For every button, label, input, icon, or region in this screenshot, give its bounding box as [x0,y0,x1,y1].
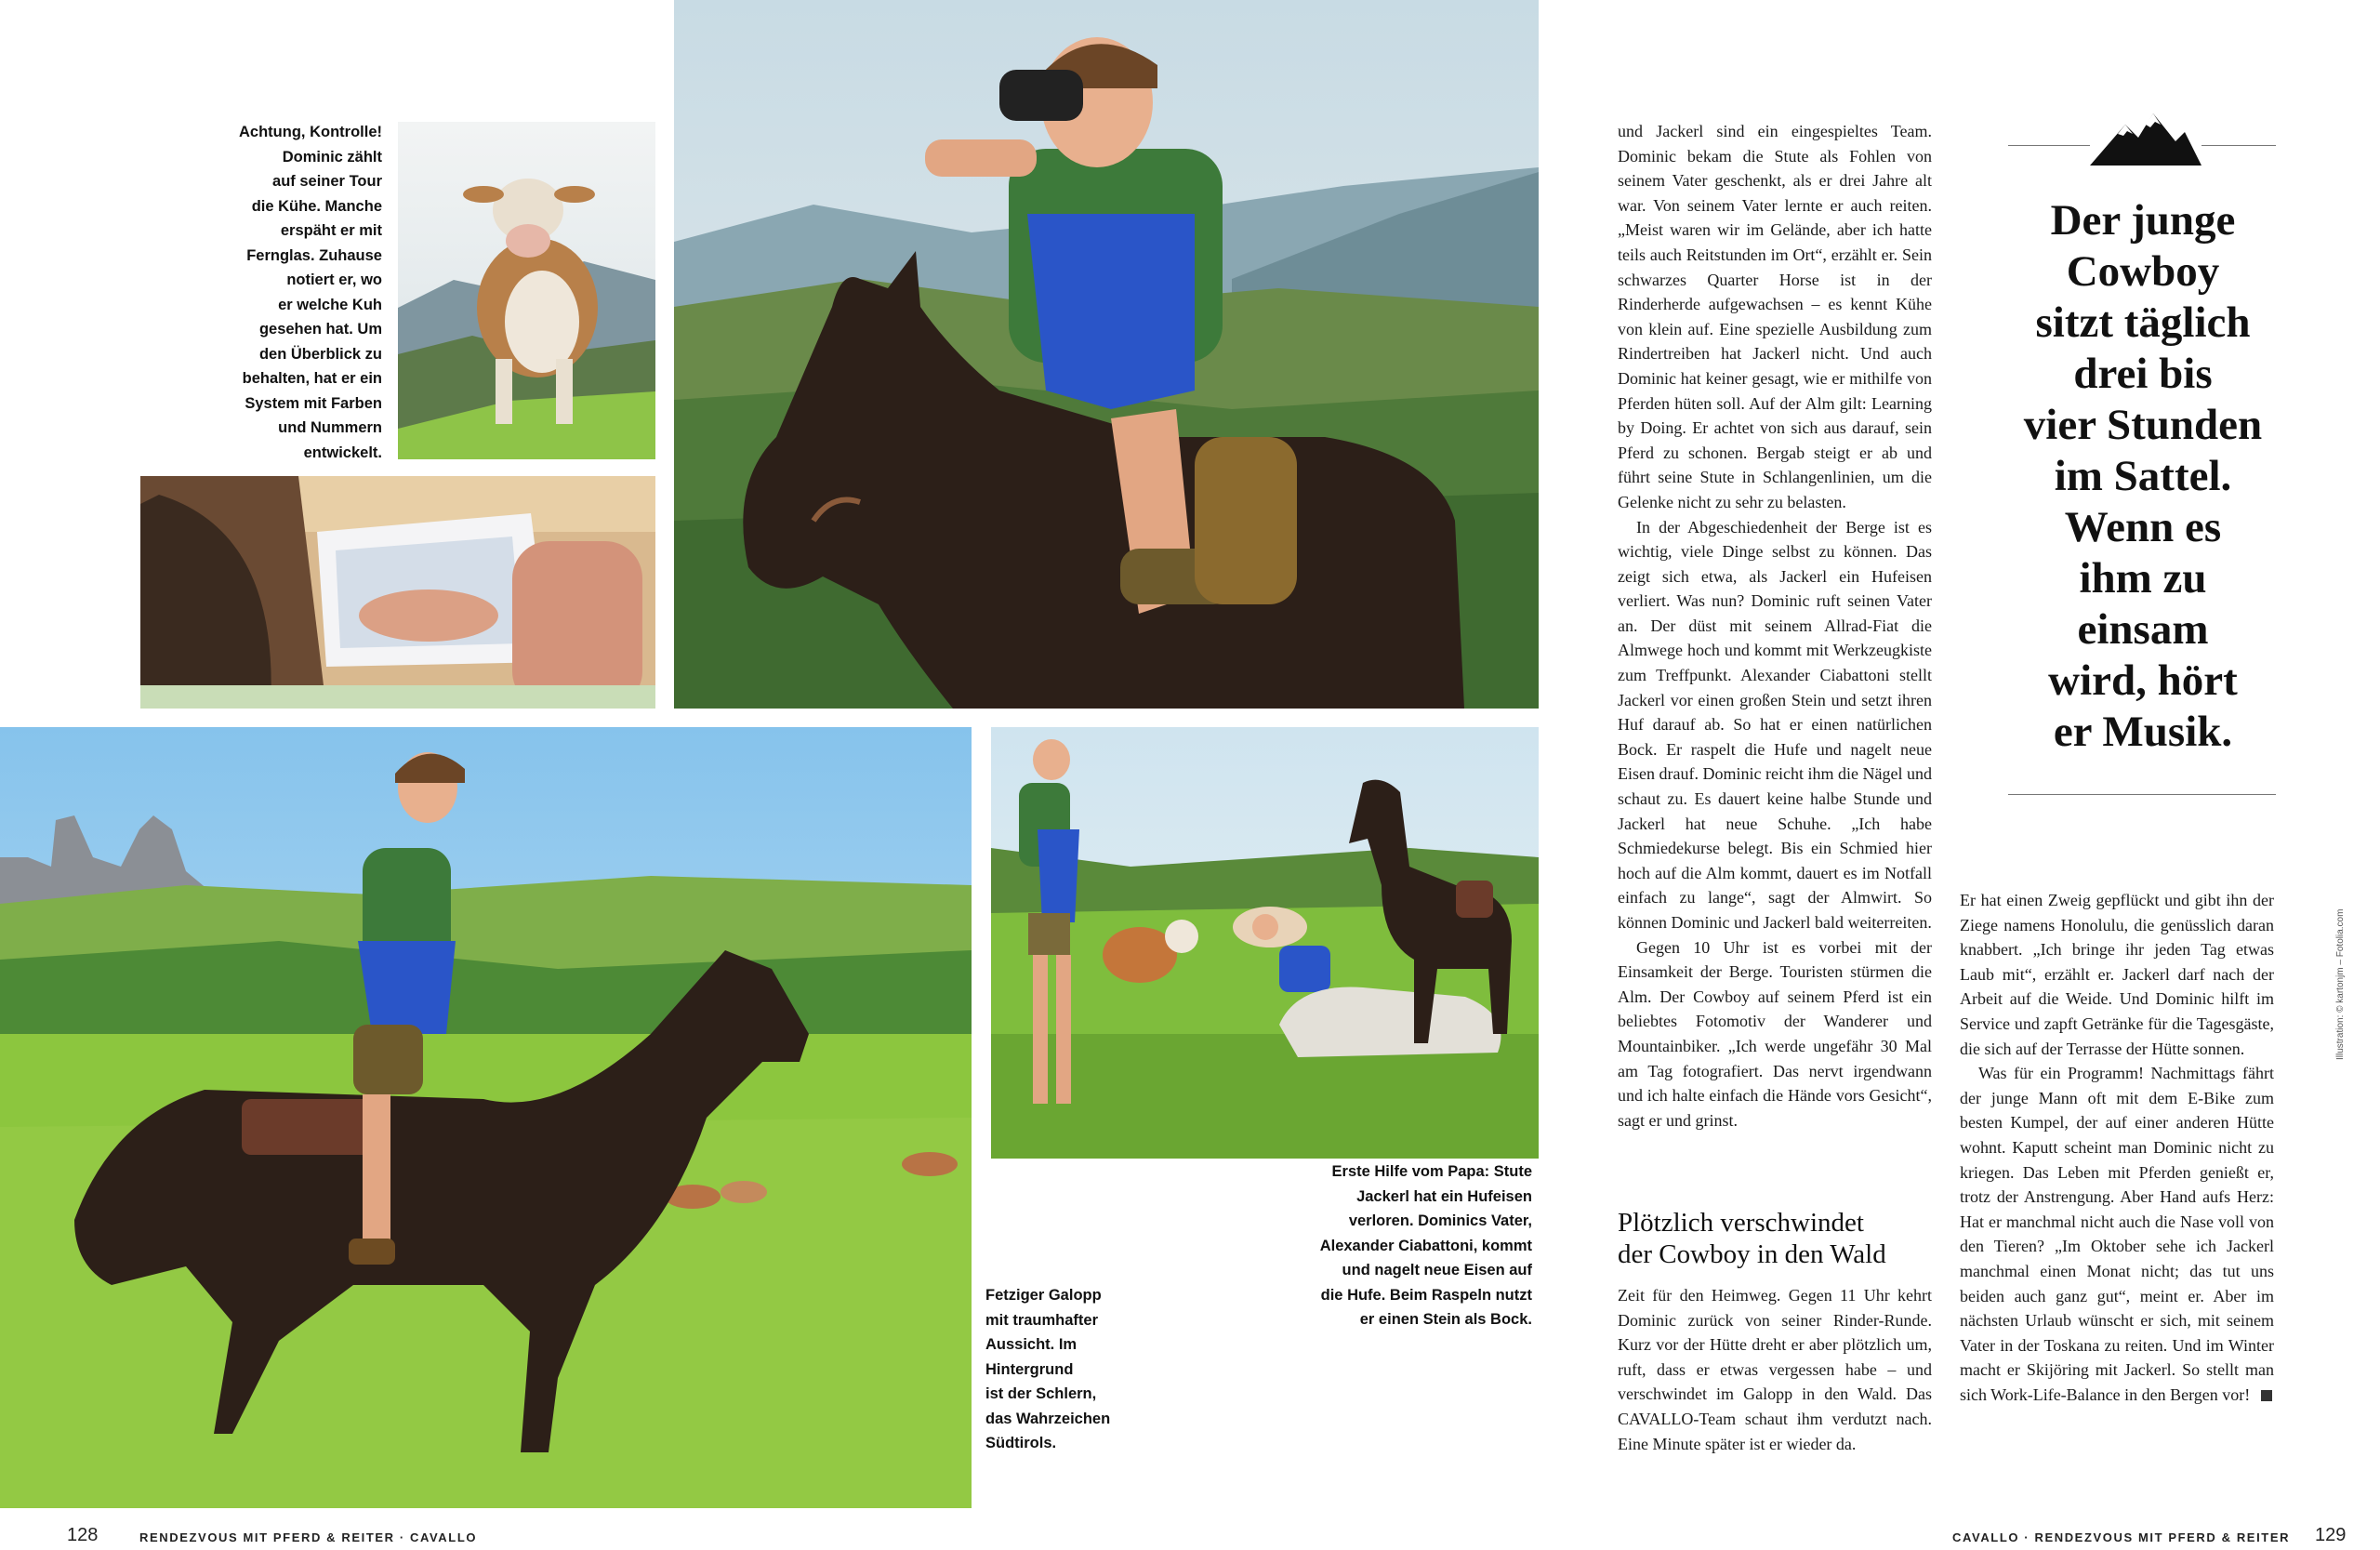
paragraph: Zeit für den Heimweg. Gegen 11 Uhr kehrt Dominic zurück von seiner Rinder-Runde. Kurz vor der Hütte dreht er aber plötzlich um, ruft, dass er etwas vergessen habe – und verschwindet im Galopp in den Wald. Das CAVALLO-Team schaut ihm verdutzt nach. Eine Minute später ist er wieder da. [1618,1286,1932,1453]
paragraph: In der Abgeschiedenheit der Berge ist es wichtig, viele Dinge selbst zu können. Das zeigt sich etwa, als Jackerl ein Hufeisen verliert. Was nun? Dominic ruft seinen Vater an. Der düst mit seinem Allrad-Fiat die Almwege hoch und kommt mit Werkzeugkiste zum Treffpunkt. Alexander Ciabattoni stellt Jackerl vor einen großen Stein und setzt ihren Huf darauf ab. So hat er einen natürlichen Bock. Er raspelt die Hufe und nagelt neue Eisen drauf. Dominic reicht ihm die Nägel und schaut zu. Es dauert keine halbe Stunde und Jackerl hat neue Schuhe. „Ich habe Schmiedekurse belegt. Bis ein Schmied hier hoch auf die Alm kommt, dauert es im Notfall einfach zu lange“, sagt der Almwirt. So können Dominic und Jackerl bald weiterreiten. [1618,517,1932,932]
photo-gallop-with-mountains [0,727,972,1508]
paragraph: Er hat einen Zweig gepflückt und gibt ihn der Ziege namens Honolulu, die genüsslich daran knabbert. „Ich bringe ihr jeden Tag etwas Laub mit“, erzählt er. Jackerl darf nach der Arbeit auf die Weide. Und Dominic hilft im Service und zapft Getränke für die Tagesgäste, die sich auf der Terrasse der Hütte sonnen. [1960,891,2274,1058]
page-number-right: 129 [2315,1525,2347,1545]
illustration-credit: Illustration: © kartonjm – Fotolia.com [2335,908,2346,1060]
end-mark-icon [2261,1390,2272,1401]
pullquote-rule-left [2008,145,2090,146]
pullquote: Der junge Cowboy sitzt täglich drei bis vier Stunden im Sattel. Wenn es ihm zu einsam wird, hört er Musik. [2023,196,2263,756]
pullquote-rule-right [2202,145,2276,146]
caption-farrier: Erste Hilfe vom Papa: Stute Jackerl hat ein Hufeisen verloren. Dominics Vater, Alexander Ciabattoni, kommt und nagelt neue Eisen auf die Hufe. Beim Raspeln nutzt er einen Stein als Bock. [1319,1163,1532,1328]
pullquote-rule-bottom [2008,794,2276,795]
caption-gallop: Fetziger Galopp mit traumhafter Aussicht. Im Hintergrund ist der Schlern, das Wahrzeichen Südtirols. [985,1287,1111,1451]
subheading: Plötzlich verschwindet der Cowboy in den Wald [1618,1208,1886,1269]
photo-cow-on-pasture [398,122,655,459]
paragraph: Was für ein Programm! Nachmittags fährt der junge Mann oft mit dem E-Bike zum besten Kumpel, der auf einer anderen Hütte wohnt. Kaputt scheint man Dominic nicht zu kriegen. Das Leben mit Pferden genießt er, trotz der Anstrengung. Aber Hand aufs Herz: Hat er manchmal nicht auch die Nase voll von den Tieren? „Im Oktober sehe ich Jackerl manchmal einen Monat nicht; das tut uns beiden auch ganz gut“, meint er. Aber im nächsten Urlaub wünscht er sich, mit seinem Vater in der Toskana zu reiten. Und im Winter macht er Skijöring mit Jackerl. So stellt man sich Work-Life-Balance in den Bergen vor! [1960,1064,2274,1404]
photo-notebook-writing [140,476,655,709]
photo-farrier-with-horse [991,727,1539,1159]
photo-rider-with-binoculars [674,0,1539,709]
paragraph: Gegen 10 Uhr ist es vorbei mit der Einsamkeit der Berge. Touristen stürmen die Alm. Der Cowboy auf seinem Pferd ist ein beliebtes Fotomotiv der Wanderer und Mountainbiker. „Ich werde ungefähr 30 Mal am Tag fotografiert. Das nervt irgendwann und ich halte einfach die Hände vors Gesicht“, sagt er und grinst. [1618,937,1932,1130]
footer-right: CAVALLO · RENDEZVOUS MIT PFERD & REITER [1952,1530,2291,1544]
caption-cow: Achtung, Kontrolle! Dominic zählt auf seiner Tour die Kühe. Manche erspäht er mit Fernglas. Zuhause notiert er, wo er welche Kuh gesehen hat. Um den Überblick zu behalten, hat er ein System mit Farben und Nummern entwickelt. [239,124,382,461]
paragraph: und Jackerl sind ein eingespieltes Team. Dominic bekam die Stute als Fohlen von seinem Vater geschenkt, als er drei Jahre alt war. Von seinem Vater lernte er auch reiten. „Meist waren wir im Gelände, aber ich hatte teils auch Reitstunden im Ort“, erzählt er. Sein schwarzes Quarter Horse ist in der Rinderherde aufgewachsen – es kennt Kühe von klein auf. Eine spezielle Ausbildung zum Rindertreiben hat Jackerl nicht. Und auch Dominic hat keiner gesagt, wie er mithilfe von Pferden hüten soll. Auf der Alm gilt: Learning by Doing. Er achtet von sich aus darauf, sein Pferd zu schonen. Bergab steigt er ab und führt seine Stute in Schlangenlinien, um die Gelenke nicht zu sehr zu belasten. [1618,122,1932,511]
page-number-left: 128 [67,1525,99,1545]
body-column-1 [1618,119,1932,1133]
mountain-icon [2090,108,2202,169]
footer-left: RENDEZVOUS MIT PFERD & REITER · CAVALLO [139,1530,478,1544]
body-column-2 [1960,888,2274,1407]
body-column-1-continued [1618,1283,1932,1456]
